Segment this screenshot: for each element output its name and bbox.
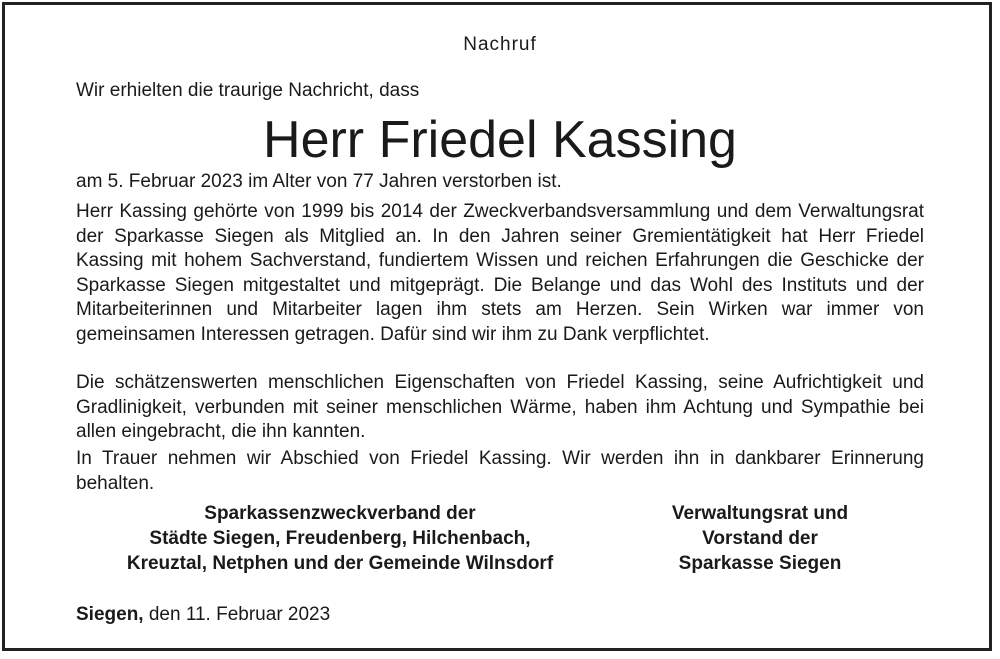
closing-place: Siegen,: [76, 604, 144, 625]
paragraph-tenure: Herr Kassing gehörte von 1999 bis 2014 der Zweckverbandsversammlung und dem Verwaltungsrat der Sparkasse Siegen als Mitglied an. In den Jahren seiner Gremientätigkeit hat Herr Friedel Kassing mit hohem Sachverstand, fundiertem Wissen und reichen Erfahrungen die Geschicke der Sparkasse Siegen mitgestaltet und mitgeprägt. Die Belange und das Wohl des Instituts und der Mitarbeiterinnen und Mitarbeiter lagen ihm stets am Herzen. Sein Wirken war immer von gemeinsamen Interessen getragen. Dafür sind wir ihm zu Dank verpflichtet.: [76, 201, 924, 345]
signatory-zweckverband: [84, 501, 596, 576]
signatory-line: Sparkassenzweckverband der: [204, 503, 476, 524]
notice-heading: Nachruf: [463, 34, 537, 55]
signatory-line: Sparkasse Siegen: [678, 553, 842, 574]
signatory-verwaltungsrat: [640, 501, 880, 576]
signatory-line: Vorstand der: [702, 528, 818, 549]
signatory-line: Kreuztal, Netphen und der Gemeinde Wilnsdorf: [126, 553, 554, 574]
death-line: am 5. Februar 2023 im Alter von 77 Jahren verstorben ist.: [76, 171, 562, 192]
paragraph-farewell: In Trauer nehmen wir Abschied von Friedel Kassing. Wir werden ihn in dankbarer Erinnerung behalten.: [76, 448, 924, 494]
paragraph-character: Die schätzenswerten menschlichen Eigenschaften von Friedel Kassing, seine Aufrichtigkeit und Gradlinigkeit, verbunden mit seiner menschlichen Wärme, haben ihm Achtung und Sympathie bei allen eingebracht, die ihn kannten.: [76, 372, 924, 442]
deceased-name: Herr Friedel Kassing: [263, 111, 737, 169]
closing-date: den 11. Februar 2023: [143, 604, 331, 625]
signatory-line: Verwaltungsrat und: [671, 503, 849, 524]
signatory-line: Städte Siegen, Freudenberg, Hilchenbach,: [149, 528, 531, 549]
place-date-line: [76, 604, 330, 626]
intro-line: Wir erhielten die traurige Nachricht, dass: [76, 80, 420, 101]
